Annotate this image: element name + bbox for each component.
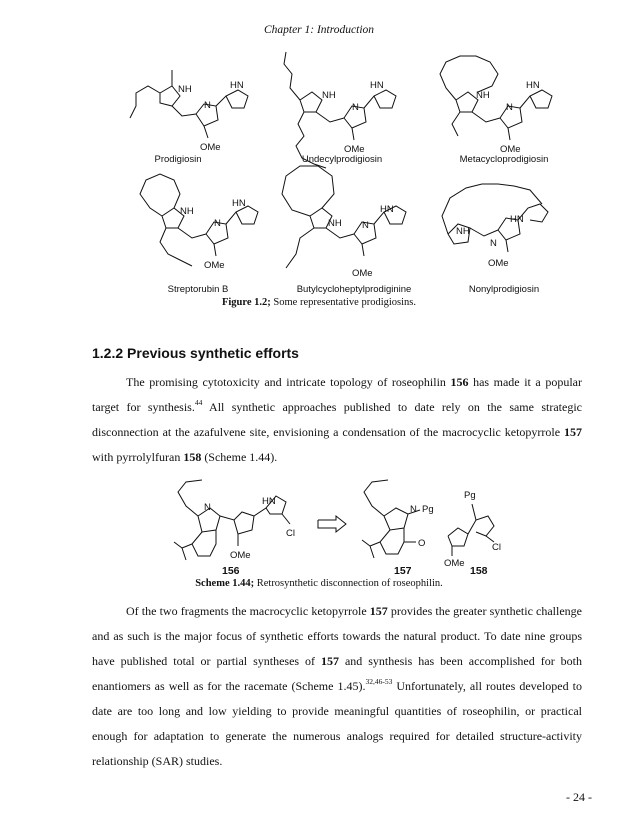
atom-ome: OMe (204, 260, 225, 271)
atom-pg: Pg (464, 490, 476, 501)
atom-hn: HN (526, 80, 540, 91)
scheme-caption-text: Retrosynthetic disconnection of roseophilin. (254, 578, 443, 589)
compound-name: Nonylprodigiosin (468, 284, 540, 295)
atom-cl: Cl (492, 542, 501, 553)
atom-nh: NH (476, 90, 490, 101)
atom-hn: HN (370, 80, 384, 91)
atom-ome: OMe (488, 258, 509, 269)
atom-nh: NH (456, 226, 470, 237)
atom-n: N (490, 238, 497, 249)
compound-ref: 157 (564, 425, 582, 439)
figure-caption (0, 297, 638, 308)
atom-cl: Cl (286, 528, 295, 539)
atom-nh: NH (178, 84, 192, 95)
paragraph-2: Of the two fragments the macrocyclic ketopyrrole 157 provides the greater synthetic challenge and as such is the major focus of synthetic efforts towards the natural product. To date nine groups have published total or partial syntheses of 157 and synthesis has been accomplished for both enantiomers as well as for the racemate (Scheme 1.45).$^{32,46-53}$ Unfortunately, all routes developed to date are too long and low yielding to provide meaningful quantities of roseophilin, or practical enough for adaptation to generate the numerous analogs required for detailed structure-activity relationship (SAR) studies. (92, 604, 582, 768)
compound-number: 157 (394, 565, 412, 576)
section-heading: 1.2.2 Previous synthetic efforts (92, 345, 299, 361)
atom-hn: HN (510, 214, 524, 225)
structure-butylcycloheptylprodiginine (282, 166, 406, 268)
atom-n: N (204, 100, 211, 111)
atom-n: N (410, 504, 417, 515)
scheme-caption (0, 578, 638, 589)
atom-n: N (362, 220, 369, 231)
prodigiosin-structures (100, 48, 580, 308)
compound-name: Metacycloprodigiosin (459, 154, 549, 165)
structure-156 (174, 480, 290, 560)
citation: 44 (194, 398, 203, 407)
structure-undecylprodigiosin (284, 52, 396, 168)
atom-hn: HN (230, 80, 244, 91)
compound-name: Prodigiosin (154, 154, 202, 165)
figure-caption-label: Figure 1.2; (221, 297, 271, 308)
compound-ref: 157 (321, 654, 339, 668)
atom-n: N (506, 102, 513, 113)
compound-ref: 157 (369, 604, 388, 618)
structure-157 (362, 480, 420, 558)
atom-ome: OMe (444, 558, 465, 569)
compound-number: 156 (222, 565, 240, 576)
atom-hn: HN (232, 198, 246, 209)
atom-hn: HN (262, 496, 276, 507)
figure-caption-text: Some representative prodigiosins. (270, 297, 417, 308)
atom-nh: NH (180, 206, 194, 217)
compound-name: Streptorubin B (167, 284, 229, 295)
retrosynthesis-arrow (318, 516, 346, 532)
atom-n: N (204, 502, 211, 513)
scheme-caption-label: Scheme 1.44; (195, 578, 255, 589)
atom-hn: HN (380, 204, 394, 215)
atom-o: O (418, 538, 426, 549)
structure-streptorubin-b (140, 174, 258, 266)
atom-nh: NH (322, 90, 336, 101)
compound-name: Undecylprodigiosin (301, 154, 383, 165)
atom-ome: OMe (200, 142, 221, 153)
atom-ome: OMe (230, 550, 251, 561)
paragraph-1: The promising cytotoxicity and intricate topology of roseophilin 156 has made it a popular target for synthesis.$^{44}$ All synthetic approaches published to date rely on the same strategic disconnection at the azafulvene site, envisioning a condensation of the macrocyclic ketopyrrole 157 with pyrrolylfuran 158 (Scheme 1.44). (92, 375, 582, 464)
running-header: Chapter 1: Introduction (263, 24, 375, 36)
atom-nh: NH (328, 218, 342, 229)
atom-ome: OMe (344, 144, 365, 155)
page-number: - 24 - (566, 790, 592, 804)
atom-n: N (214, 218, 221, 229)
citation: 32,46-53 (365, 677, 393, 686)
structure-158 (448, 504, 494, 556)
atom-n: N (352, 102, 359, 113)
atom-pg: Pg (422, 504, 434, 515)
atom-ome: OMe (500, 144, 521, 155)
compound-ref: 158 (183, 450, 202, 464)
atom-ome: OMe (352, 268, 373, 279)
compound-name: Butylcycloheptylprodiginine (296, 284, 412, 295)
compound-ref: 156 (450, 375, 469, 389)
scheme-1-44 (158, 476, 518, 576)
compound-number: 158 (470, 565, 488, 576)
structure-metacycloprodigiosin (440, 56, 552, 140)
